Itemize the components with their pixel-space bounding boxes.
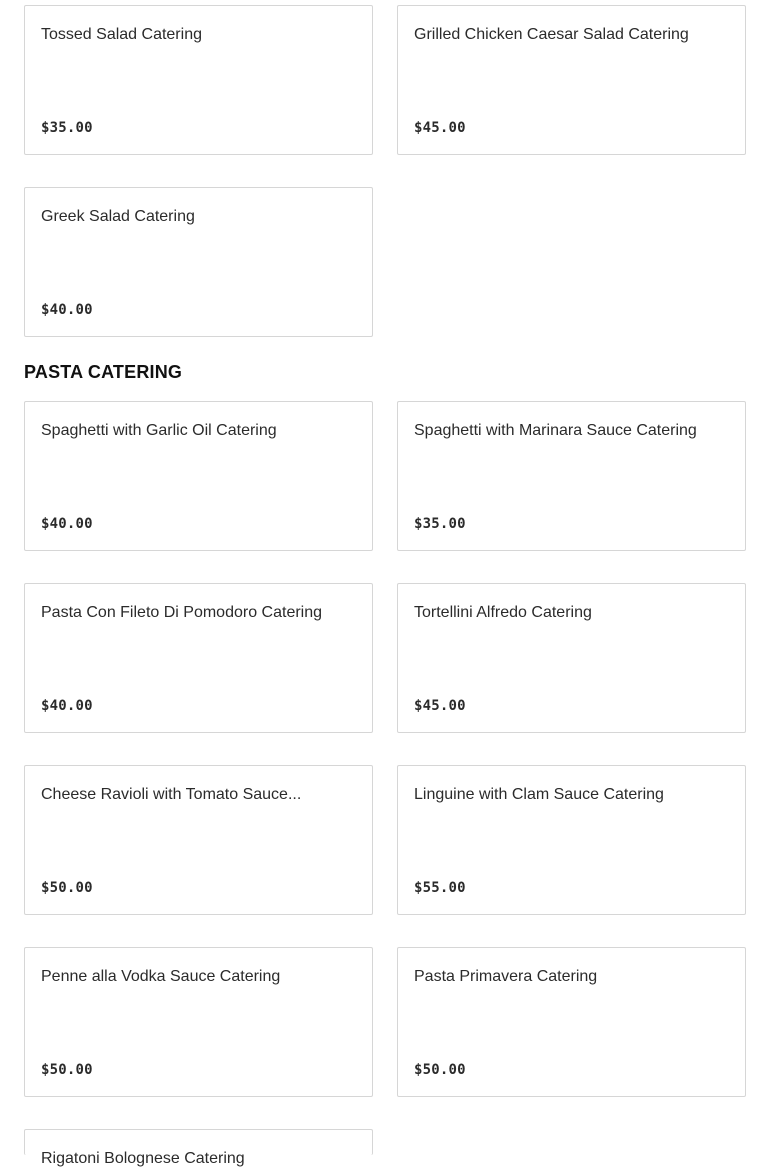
menu-item-card[interactable] [24,583,373,733]
item-name: Spaghetti with Marinara Sauce Catering [414,422,697,439]
item-name: Penne alla Vodka Sauce Catering [41,968,281,985]
menu-item-card[interactable] [24,401,373,551]
item-price: $45.00 [414,698,466,714]
section-title-pasta: PASTA CATERING [24,362,183,382]
item-name: Tortellini Alfredo Catering [414,604,592,621]
item-name: Rigatoni Bolognese Catering [41,1150,245,1167]
item-price: $35.00 [41,120,93,136]
menu-item-card[interactable] [397,947,746,1097]
item-price: $50.00 [414,1062,466,1078]
menu-item-card[interactable] [397,765,746,915]
item-name: Spaghetti with Garlic Oil Catering [41,422,277,439]
item-name: Pasta Con Fileto Di Pomodoro Catering [41,604,323,621]
menu-item-card[interactable] [24,1129,373,1167]
item-price: $50.00 [41,1062,93,1078]
item-price: $55.00 [414,880,466,896]
item-price: $40.00 [41,302,93,318]
menu-item-card[interactable] [397,401,746,551]
item-name: Cheese Ravioli with Tomato Sauce... [41,786,302,803]
menu-item-card[interactable] [24,187,373,337]
item-name: Linguine with Clam Sauce Catering [414,786,664,803]
menu-item-card[interactable] [24,765,373,915]
item-price: $35.00 [414,516,466,532]
item-price: $40.00 [41,516,93,532]
item-name: Grilled Chicken Caesar Salad Catering [414,26,689,43]
menu-item-card[interactable] [24,947,373,1097]
item-name: Tossed Salad Catering [41,26,202,43]
menu-item-card[interactable] [397,583,746,733]
item-price: $45.00 [414,120,466,136]
item-name: Greek Salad Catering [41,208,195,225]
menu-item-card[interactable] [397,5,746,155]
item-name: Pasta Primavera Catering [414,968,598,985]
item-price: $40.00 [41,698,93,714]
item-price: $50.00 [41,880,93,896]
menu-item-card[interactable] [24,5,373,155]
